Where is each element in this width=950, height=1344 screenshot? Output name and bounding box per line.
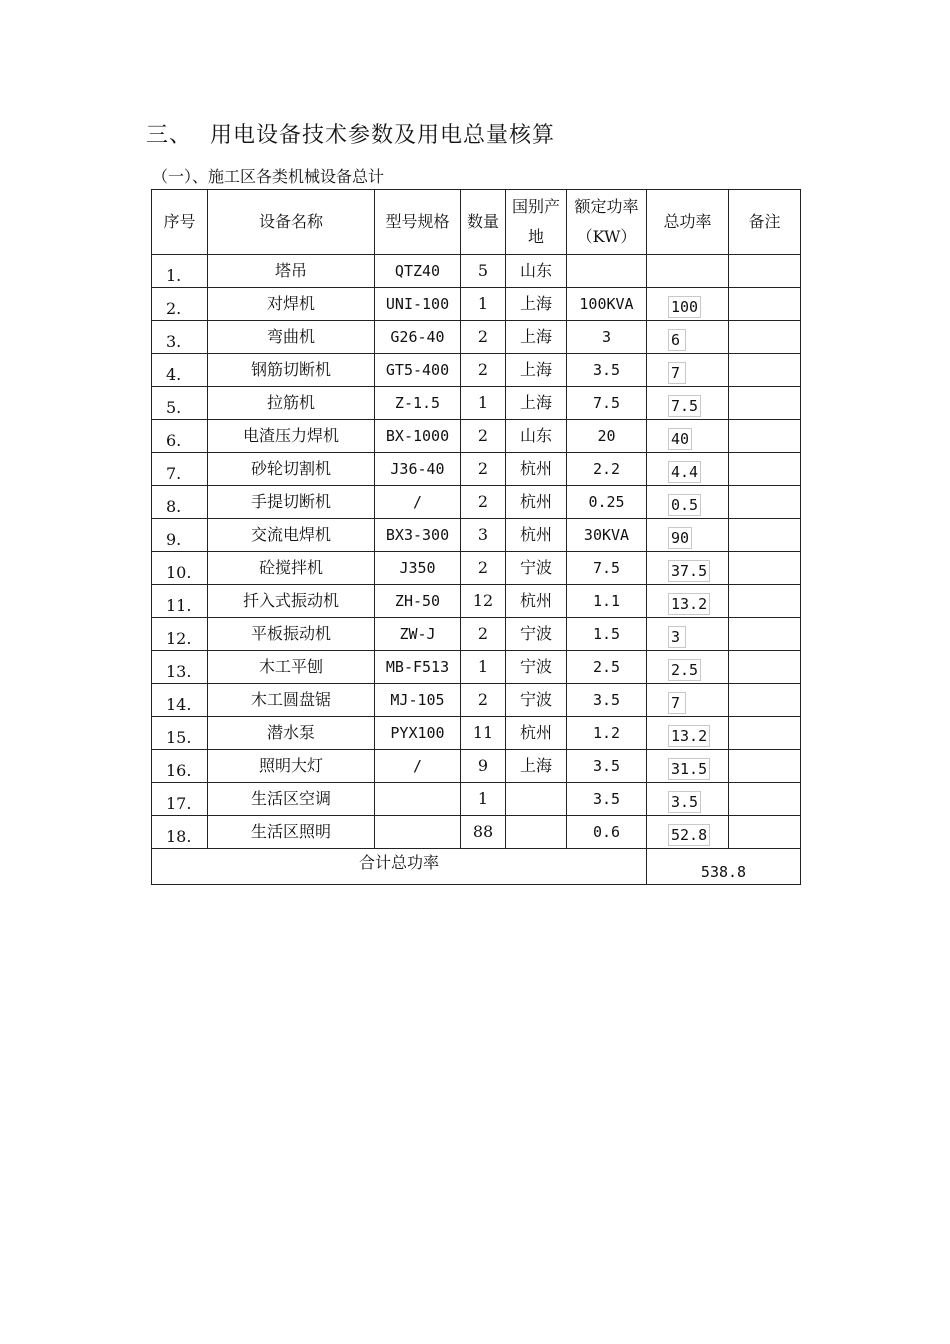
total-power-value: 4.4 [668, 461, 701, 483]
table-row [152, 552, 801, 585]
cell-note [729, 684, 801, 717]
cell-qty: 3 [461, 519, 506, 552]
cell-total-power [647, 684, 729, 717]
cell-qty: 2 [461, 321, 506, 354]
cell-qty: 1 [461, 651, 506, 684]
table-row [152, 585, 801, 618]
cell-rated-power: 3.5 [567, 783, 647, 816]
cell-note [729, 453, 801, 486]
cell-rated-power: 0.25 [567, 486, 647, 519]
cell-seq: 3. [152, 321, 208, 354]
cell-model: BX-1000 [375, 420, 461, 453]
table-row [152, 618, 801, 651]
total-power-value: 3 [668, 626, 686, 648]
cell-qty: 2 [461, 552, 506, 585]
table-row [152, 420, 801, 453]
cell-seq: 12. [152, 618, 208, 651]
header-note: 备注 [729, 190, 801, 255]
cell-seq: 11. [152, 585, 208, 618]
cell-rated-power: 20 [567, 420, 647, 453]
cell-name: 对焊机 [208, 288, 375, 321]
cell-name: 平板振动机 [208, 618, 375, 651]
section-number: 三、 [146, 123, 193, 148]
total-power-value: 13.2 [668, 725, 710, 747]
cell-rated-power: 0.6 [567, 816, 647, 849]
total-power-value: 37.5 [668, 560, 710, 582]
cell-model: MJ-105 [375, 684, 461, 717]
cell-total-power [647, 651, 729, 684]
cell-origin: 宁波 [506, 651, 567, 684]
header-total-power: 总功率 [647, 190, 729, 255]
cell-rated-power: 1.1 [567, 585, 647, 618]
cell-name: 照明大灯 [208, 750, 375, 783]
cell-qty: 2 [461, 354, 506, 387]
cell-total-power [647, 750, 729, 783]
cell-total-power [647, 618, 729, 651]
cell-name: 塔吊 [208, 255, 375, 288]
cell-note [729, 552, 801, 585]
cell-total-power [647, 387, 729, 420]
cell-note [729, 255, 801, 288]
cell-total-power [647, 288, 729, 321]
header-seq: 序号 [152, 190, 208, 255]
table-header-row [152, 190, 801, 255]
cell-name: 钢筋切断机 [208, 354, 375, 387]
cell-model: BX3-300 [375, 519, 461, 552]
cell-qty: 5 [461, 255, 506, 288]
cell-name: 交流电焊机 [208, 519, 375, 552]
cell-model: ZH-50 [375, 585, 461, 618]
cell-name: 潜水泵 [208, 717, 375, 750]
cell-seq: 9. [152, 519, 208, 552]
cell-note [729, 288, 801, 321]
cell-seq: 14. [152, 684, 208, 717]
cell-model: MB-F513 [375, 651, 461, 684]
total-power-value: 13.2 [668, 593, 710, 615]
cell-name: 砼搅拌机 [208, 552, 375, 585]
cell-seq: 10. [152, 552, 208, 585]
cell-total-power [647, 354, 729, 387]
cell-total-power [647, 486, 729, 519]
cell-model: QTZ40 [375, 255, 461, 288]
cell-seq: 8. [152, 486, 208, 519]
cell-total-power [647, 519, 729, 552]
total-power-value: 6 [668, 329, 686, 351]
cell-note [729, 618, 801, 651]
cell-origin: 上海 [506, 288, 567, 321]
cell-rated-power: 1.2 [567, 717, 647, 750]
cell-total-power [647, 255, 729, 288]
cell-name: 生活区照明 [208, 816, 375, 849]
cell-origin: 上海 [506, 321, 567, 354]
summary-value: 538.8 [647, 849, 801, 885]
cell-note [729, 321, 801, 354]
cell-seq: 1. [152, 255, 208, 288]
cell-qty: 9 [461, 750, 506, 783]
cell-note [729, 783, 801, 816]
table-row [152, 717, 801, 750]
cell-rated-power: 7.5 [567, 552, 647, 585]
summary-row [152, 849, 801, 885]
cell-qty: 2 [461, 684, 506, 717]
table-row [152, 288, 801, 321]
cell-rated-power: 100KVA [567, 288, 647, 321]
cell-model: J350 [375, 552, 461, 585]
table-row [152, 651, 801, 684]
cell-qty: 2 [461, 618, 506, 651]
cell-name: 扦入式振动机 [208, 585, 375, 618]
header-model: 型号规格 [375, 190, 461, 255]
cell-total-power [647, 816, 729, 849]
table-row [152, 783, 801, 816]
cell-seq: 4. [152, 354, 208, 387]
table-row [152, 321, 801, 354]
cell-rated-power: 30KVA [567, 519, 647, 552]
cell-origin: 上海 [506, 354, 567, 387]
cell-seq: 5. [152, 387, 208, 420]
table-row [152, 486, 801, 519]
cell-seq: 15. [152, 717, 208, 750]
cell-total-power [647, 552, 729, 585]
cell-origin: 山东 [506, 255, 567, 288]
cell-seq: 16. [152, 750, 208, 783]
cell-rated-power: 1.5 [567, 618, 647, 651]
cell-model: UNI-100 [375, 288, 461, 321]
cell-origin: 宁波 [506, 684, 567, 717]
table-row [152, 453, 801, 486]
cell-qty: 2 [461, 453, 506, 486]
section-heading [146, 118, 555, 149]
cell-name: 手提切断机 [208, 486, 375, 519]
cell-seq: 13. [152, 651, 208, 684]
cell-name: 木工平刨 [208, 651, 375, 684]
cell-model: ZW-J [375, 618, 461, 651]
table-row [152, 354, 801, 387]
cell-origin [506, 816, 567, 849]
header-origin: 国别产地 [506, 190, 567, 255]
cell-note [729, 717, 801, 750]
cell-note [729, 519, 801, 552]
cell-seq: 7. [152, 453, 208, 486]
cell-note [729, 651, 801, 684]
cell-origin: 上海 [506, 750, 567, 783]
cell-rated-power: 3.5 [567, 354, 647, 387]
cell-qty: 11 [461, 717, 506, 750]
cell-name: 生活区空调 [208, 783, 375, 816]
cell-origin: 杭州 [506, 585, 567, 618]
cell-qty: 2 [461, 420, 506, 453]
cell-origin: 杭州 [506, 717, 567, 750]
total-power-value: 100 [668, 296, 701, 318]
cell-origin: 杭州 [506, 453, 567, 486]
cell-origin: 上海 [506, 387, 567, 420]
total-power-value: 3.5 [668, 791, 701, 813]
cell-name: 电渣压力焊机 [208, 420, 375, 453]
table-subtitle: （一）、施工区各类机械设备总计 [152, 167, 385, 186]
cell-origin: 宁波 [506, 618, 567, 651]
cell-note [729, 354, 801, 387]
table-row [152, 750, 801, 783]
cell-total-power [647, 783, 729, 816]
cell-total-power [647, 420, 729, 453]
summary-label: 合计总功率 [152, 849, 647, 885]
total-power-value: 31.5 [668, 758, 710, 780]
cell-rated-power: 3.5 [567, 750, 647, 783]
header-name: 设备名称 [208, 190, 375, 255]
table-row [152, 387, 801, 420]
cell-origin: 杭州 [506, 486, 567, 519]
total-power-value: 52.8 [668, 824, 710, 846]
cell-rated-power: 7.5 [567, 387, 647, 420]
cell-qty: 2 [461, 486, 506, 519]
cell-model: G26-40 [375, 321, 461, 354]
cell-model [375, 816, 461, 849]
cell-model [375, 783, 461, 816]
total-power-value: 0.5 [668, 494, 701, 516]
cell-name: 拉筋机 [208, 387, 375, 420]
cell-qty: 1 [461, 387, 506, 420]
table-row [152, 684, 801, 717]
cell-note [729, 816, 801, 849]
cell-qty: 88 [461, 816, 506, 849]
cell-qty: 12 [461, 585, 506, 618]
cell-origin: 山东 [506, 420, 567, 453]
cell-model: J36-40 [375, 453, 461, 486]
cell-note [729, 585, 801, 618]
cell-rated-power: 2.2 [567, 453, 647, 486]
section-title: 用电设备技术参数及用电总量核算 [210, 123, 556, 148]
cell-rated-power: 3 [567, 321, 647, 354]
total-power-value: 40 [668, 428, 692, 450]
header-qty: 数量 [461, 190, 506, 255]
cell-model: / [375, 486, 461, 519]
cell-total-power [647, 321, 729, 354]
cell-total-power [647, 717, 729, 750]
cell-seq: 17. [152, 783, 208, 816]
cell-model: / [375, 750, 461, 783]
cell-note [729, 420, 801, 453]
cell-model: PYX100 [375, 717, 461, 750]
cell-origin: 杭州 [506, 519, 567, 552]
total-power-value: 7 [668, 362, 686, 384]
table-row [152, 519, 801, 552]
table-row [152, 816, 801, 849]
cell-note [729, 486, 801, 519]
total-power-value: 7.5 [668, 395, 701, 417]
cell-seq: 18. [152, 816, 208, 849]
cell-model: Z-1.5 [375, 387, 461, 420]
cell-rated-power: 3.5 [567, 684, 647, 717]
cell-origin [506, 783, 567, 816]
cell-qty: 1 [461, 288, 506, 321]
table-row [152, 255, 801, 288]
cell-seq: 2. [152, 288, 208, 321]
cell-seq: 6. [152, 420, 208, 453]
cell-model: GT5-400 [375, 354, 461, 387]
total-power-value: 2.5 [668, 659, 701, 681]
equipment-table [151, 189, 801, 885]
cell-rated-power [567, 255, 647, 288]
cell-name: 木工圆盘锯 [208, 684, 375, 717]
cell-rated-power: 2.5 [567, 651, 647, 684]
cell-name: 弯曲机 [208, 321, 375, 354]
cell-origin: 宁波 [506, 552, 567, 585]
cell-name: 砂轮切割机 [208, 453, 375, 486]
cell-total-power [647, 585, 729, 618]
cell-total-power [647, 453, 729, 486]
total-power-value: 7 [668, 692, 686, 714]
total-power-value: 90 [668, 527, 692, 549]
cell-note [729, 750, 801, 783]
cell-qty: 1 [461, 783, 506, 816]
cell-note [729, 387, 801, 420]
header-rated-power: 额定功率（KW） [567, 190, 647, 255]
